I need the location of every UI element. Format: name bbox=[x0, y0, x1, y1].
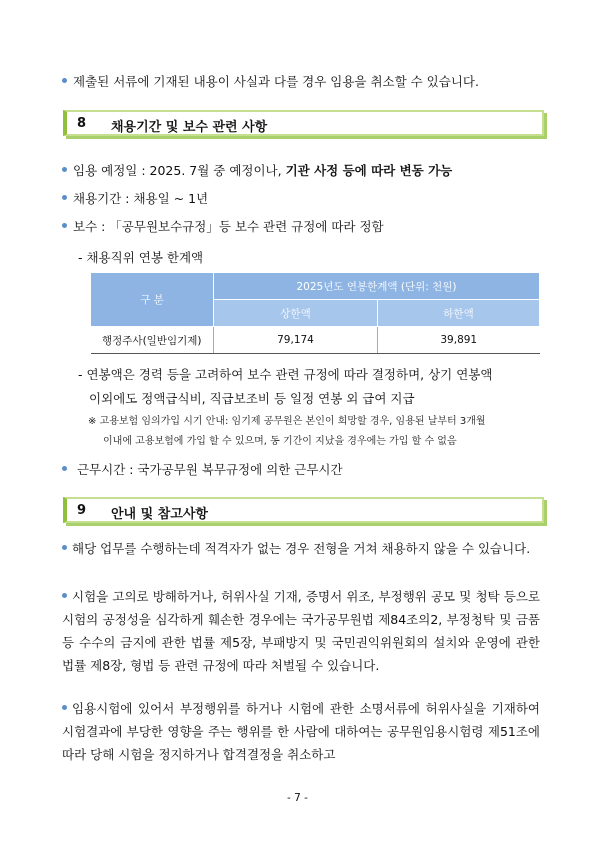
salary-table bbox=[90, 272, 540, 354]
table-header-category: 구 분 bbox=[91, 273, 214, 327]
bullet-item bbox=[62, 218, 384, 236]
bullet-icon bbox=[62, 167, 67, 172]
table-row bbox=[91, 327, 540, 354]
section-8-header bbox=[63, 110, 544, 136]
page-number: - 7 - bbox=[287, 792, 308, 804]
paragraph bbox=[62, 537, 540, 560]
section-9-header bbox=[63, 497, 544, 523]
bullet-icon bbox=[62, 593, 67, 598]
section-title: 채용기간 및 보수 관련 사항 bbox=[111, 120, 268, 135]
bullet-icon bbox=[62, 705, 67, 710]
bullet-icon bbox=[62, 223, 67, 228]
bullet-text: 근무시간 : 국가공무원 복무규정에 의한 근무시간 bbox=[73, 462, 343, 477]
sub-item: - 채용직위 연봉 한계액 bbox=[78, 250, 204, 265]
bullet-icon bbox=[62, 195, 67, 200]
sub-item: - 연봉액은 경력 등을 고려하여 보수 관련 규정에 따라 결정하며, 상기 연봉액 bbox=[78, 367, 493, 382]
bullet-text: 보수 : 「공무원보수규정」등 보수 관련 규정에 따라 정함 bbox=[73, 219, 384, 234]
bullet-text: 제출된 서류에 기재된 내용이 사실과 다를 경우 임용을 취소할 수 있습니다. bbox=[73, 74, 479, 89]
bullet-item bbox=[62, 162, 452, 180]
bullet-text: 채용기간 : 채용일 ~ 1년 bbox=[73, 191, 209, 206]
table-cell-lower: 39,891 bbox=[378, 327, 540, 354]
note-text: 이내에 고용보험에 가입 할 수 있으며, 동 기간이 지났을 경우에는 가입 할 수 없음 bbox=[103, 436, 457, 447]
table-cell-upper: 79,174 bbox=[214, 327, 378, 354]
bullet-item bbox=[62, 461, 343, 479]
section-number: 8 bbox=[77, 116, 87, 131]
bullet-item bbox=[62, 190, 208, 208]
table-header-upper: 상한액 bbox=[214, 300, 378, 327]
bullet-emphasis: 기관 사정 등에 따라 변동 가능 bbox=[285, 163, 453, 178]
paragraph-text: 시험을 고의로 방해하거나, 허위사실 기재, 증명서 위조, 부정행위 공모 및 청탁 등으로 시험의 공정성을 심각하게 훼손한 경우에는 국가공무원법 제84조의2, 부정청탁 및 금품 등 수수의 금지에 관한 법률 제5장, 부패방지 및 국민권익위원회의 설치와 운영에 관한 법률 제8장, 형법 등 관련 규정에 따라 처벌될 수 있습니다. bbox=[62, 589, 540, 673]
table-header-group: 2025년도 연봉한계액 (단위: 천원) bbox=[214, 273, 540, 300]
sub-item-continuation: 이외에도 정액급식비, 직급보조비 등 일정 연봉 외 급여 지급 bbox=[89, 391, 415, 406]
bullet-icon bbox=[62, 78, 67, 83]
paragraph-text: 해당 업무를 수행하는데 적격자가 없는 경우 전형을 거쳐 채용하지 않을 수 있습니다. bbox=[72, 541, 531, 556]
note-text: ※ 고용보험 임의가입 시기 안내: 임기제 공무원은 본인이 희망할 경우, 임용된 날부터 3개월 bbox=[88, 416, 486, 427]
bullet-text: 임용 예정일 : 2025. 7월 중 예정이나, bbox=[73, 163, 286, 178]
paragraph bbox=[62, 697, 540, 766]
section-number: 9 bbox=[77, 503, 87, 518]
bullet-icon bbox=[62, 545, 67, 550]
bullet-item bbox=[62, 73, 479, 91]
table-cell-position: 행정주사(일반임기제) bbox=[91, 327, 214, 354]
section-title: 안내 및 참고사항 bbox=[111, 507, 208, 522]
bullet-icon bbox=[62, 466, 67, 471]
paragraph-text: 임용시험에 있어서 부정행위를 하거나 시험에 관한 소명서류에 허위사실을 기재하여 시험결과에 부당한 영향을 주는 행위를 한 사람에 대하여는 공무원임용시험령 제51조에 따라 당해 시험을 정지하거나 합격결정을 취소하고 bbox=[62, 701, 540, 762]
paragraph bbox=[62, 585, 540, 677]
table-header-lower: 하한액 bbox=[378, 300, 540, 327]
